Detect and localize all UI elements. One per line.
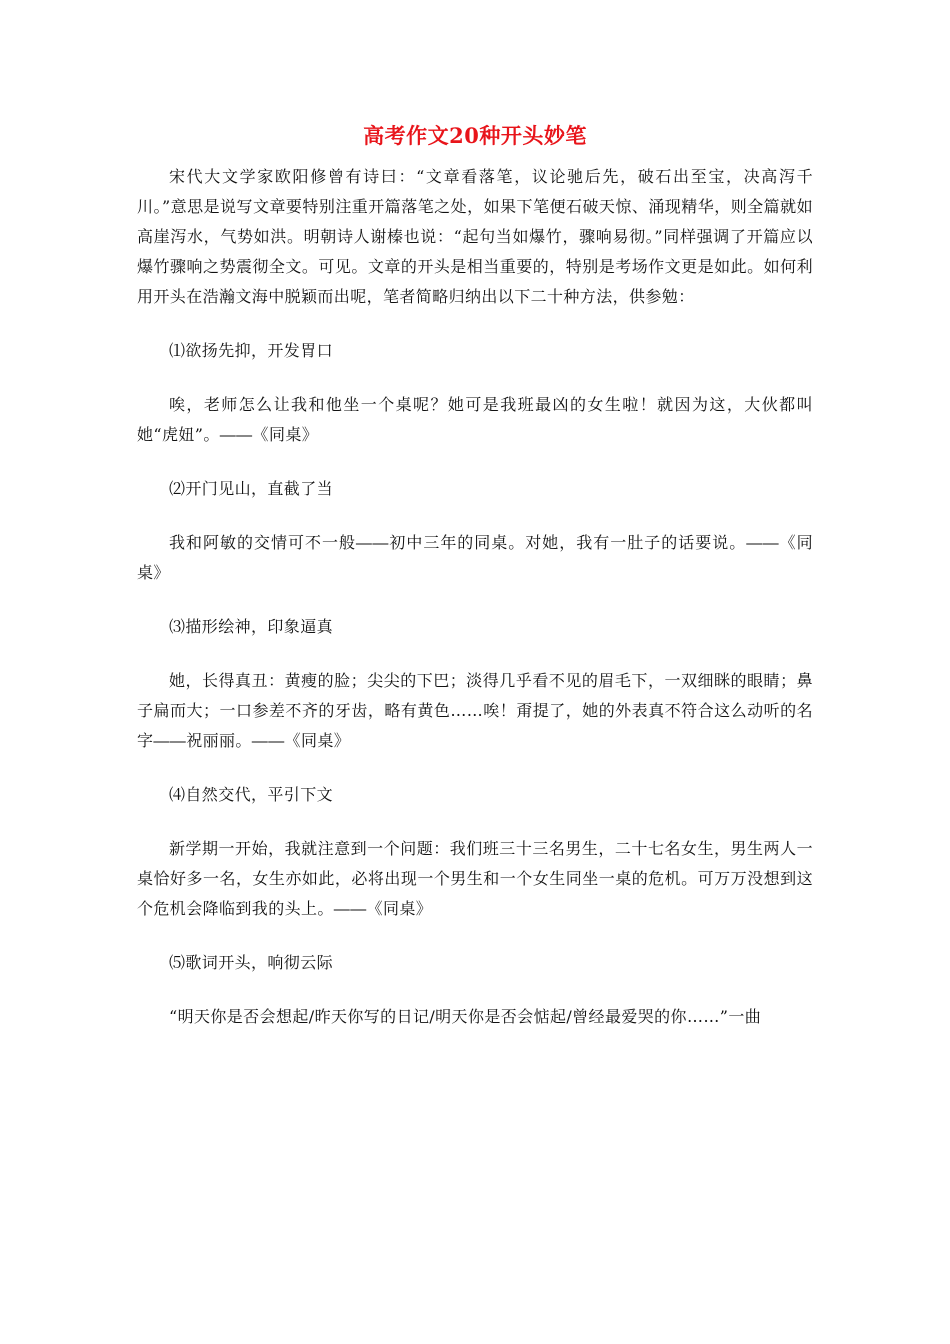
spacer [137,450,813,474]
document-title: 高考作文20种开头妙笔 [363,123,587,148]
section-example-1: 唉，老师怎么让我和他坐一个桌呢？她可是我班最凶的女生啦！就因为这，大伙都叫她“虎妞”。――《同桌》 [137,395,813,444]
section-heading-4: ⑷自然交代，平引下文 [169,785,334,804]
section-heading-1: ⑴欲扬先抑，开发胃口 [169,341,334,360]
section-example-4: 新学期一开始，我就注意到一个问题：我们班三十三名男生，二十七名女生，男生两人一桌恰好多一名，女生亦如此，必将出现一个男生和一个女生同坐一桌的危机。可万万没想到这个危机会降临到我的头上。――《同桌》 [137,839,813,918]
intro-paragraph: 宋代大文学家欧阳修曾有诗曰：“文章看落笔，议论驰后先，破石出至宝，决高泻千川。”意思是说写文章要特别注重开篇落笔之处，如果下笔便石破天惊、涌现精华，则全篇就如高崖泻水，气势如洪。明朝诗人谢榛也说：“起句当如爆竹，骤响易彻。”同样强调了开篇应以爆竹骤响之势震彻全文。可见。文章的开头是相当重要的，特别是考场作文更是如此。如何利用开头在浩瀚文海中脱颖而出呢，笔者简略归纳出以下二十种方法，供参勉： [137,167,813,306]
spacer [137,588,813,612]
spacer [137,978,813,1002]
section-heading-2: ⑵开门见山，直截了当 [169,479,334,498]
spacer [137,504,813,528]
section-example-2: 我和阿敏的交情可不一般――初中三年的同桌。对她，我有一肚子的话要说。――《同桌》 [137,533,813,582]
section-heading-5: ⑸歌词开头，响彻云际 [169,953,334,972]
section-example-5: “明天你是否会想起/昨天你写的日记/明天你是否会惦起/曾经最爱哭的你……”一曲 [169,1007,762,1026]
spacer [137,756,813,780]
section-example-3: 她，长得真丑：黄瘦的脸；尖尖的下巴；淡得几乎看不见的眉毛下，一双细眯的眼睛；鼻子扁而大；一口参差不齐的牙齿，略有黄色……唉！甭提了，她的外表真不符合这么动听的名字――祝丽丽。――《同桌》 [137,671,813,750]
spacer [137,810,813,834]
section-heading-3: ⑶描形绘神，印象逼真 [169,617,334,636]
spacer [137,312,813,336]
document-page [137,118,813,1032]
spacer [137,642,813,666]
spacer [137,366,813,390]
spacer [137,924,813,948]
